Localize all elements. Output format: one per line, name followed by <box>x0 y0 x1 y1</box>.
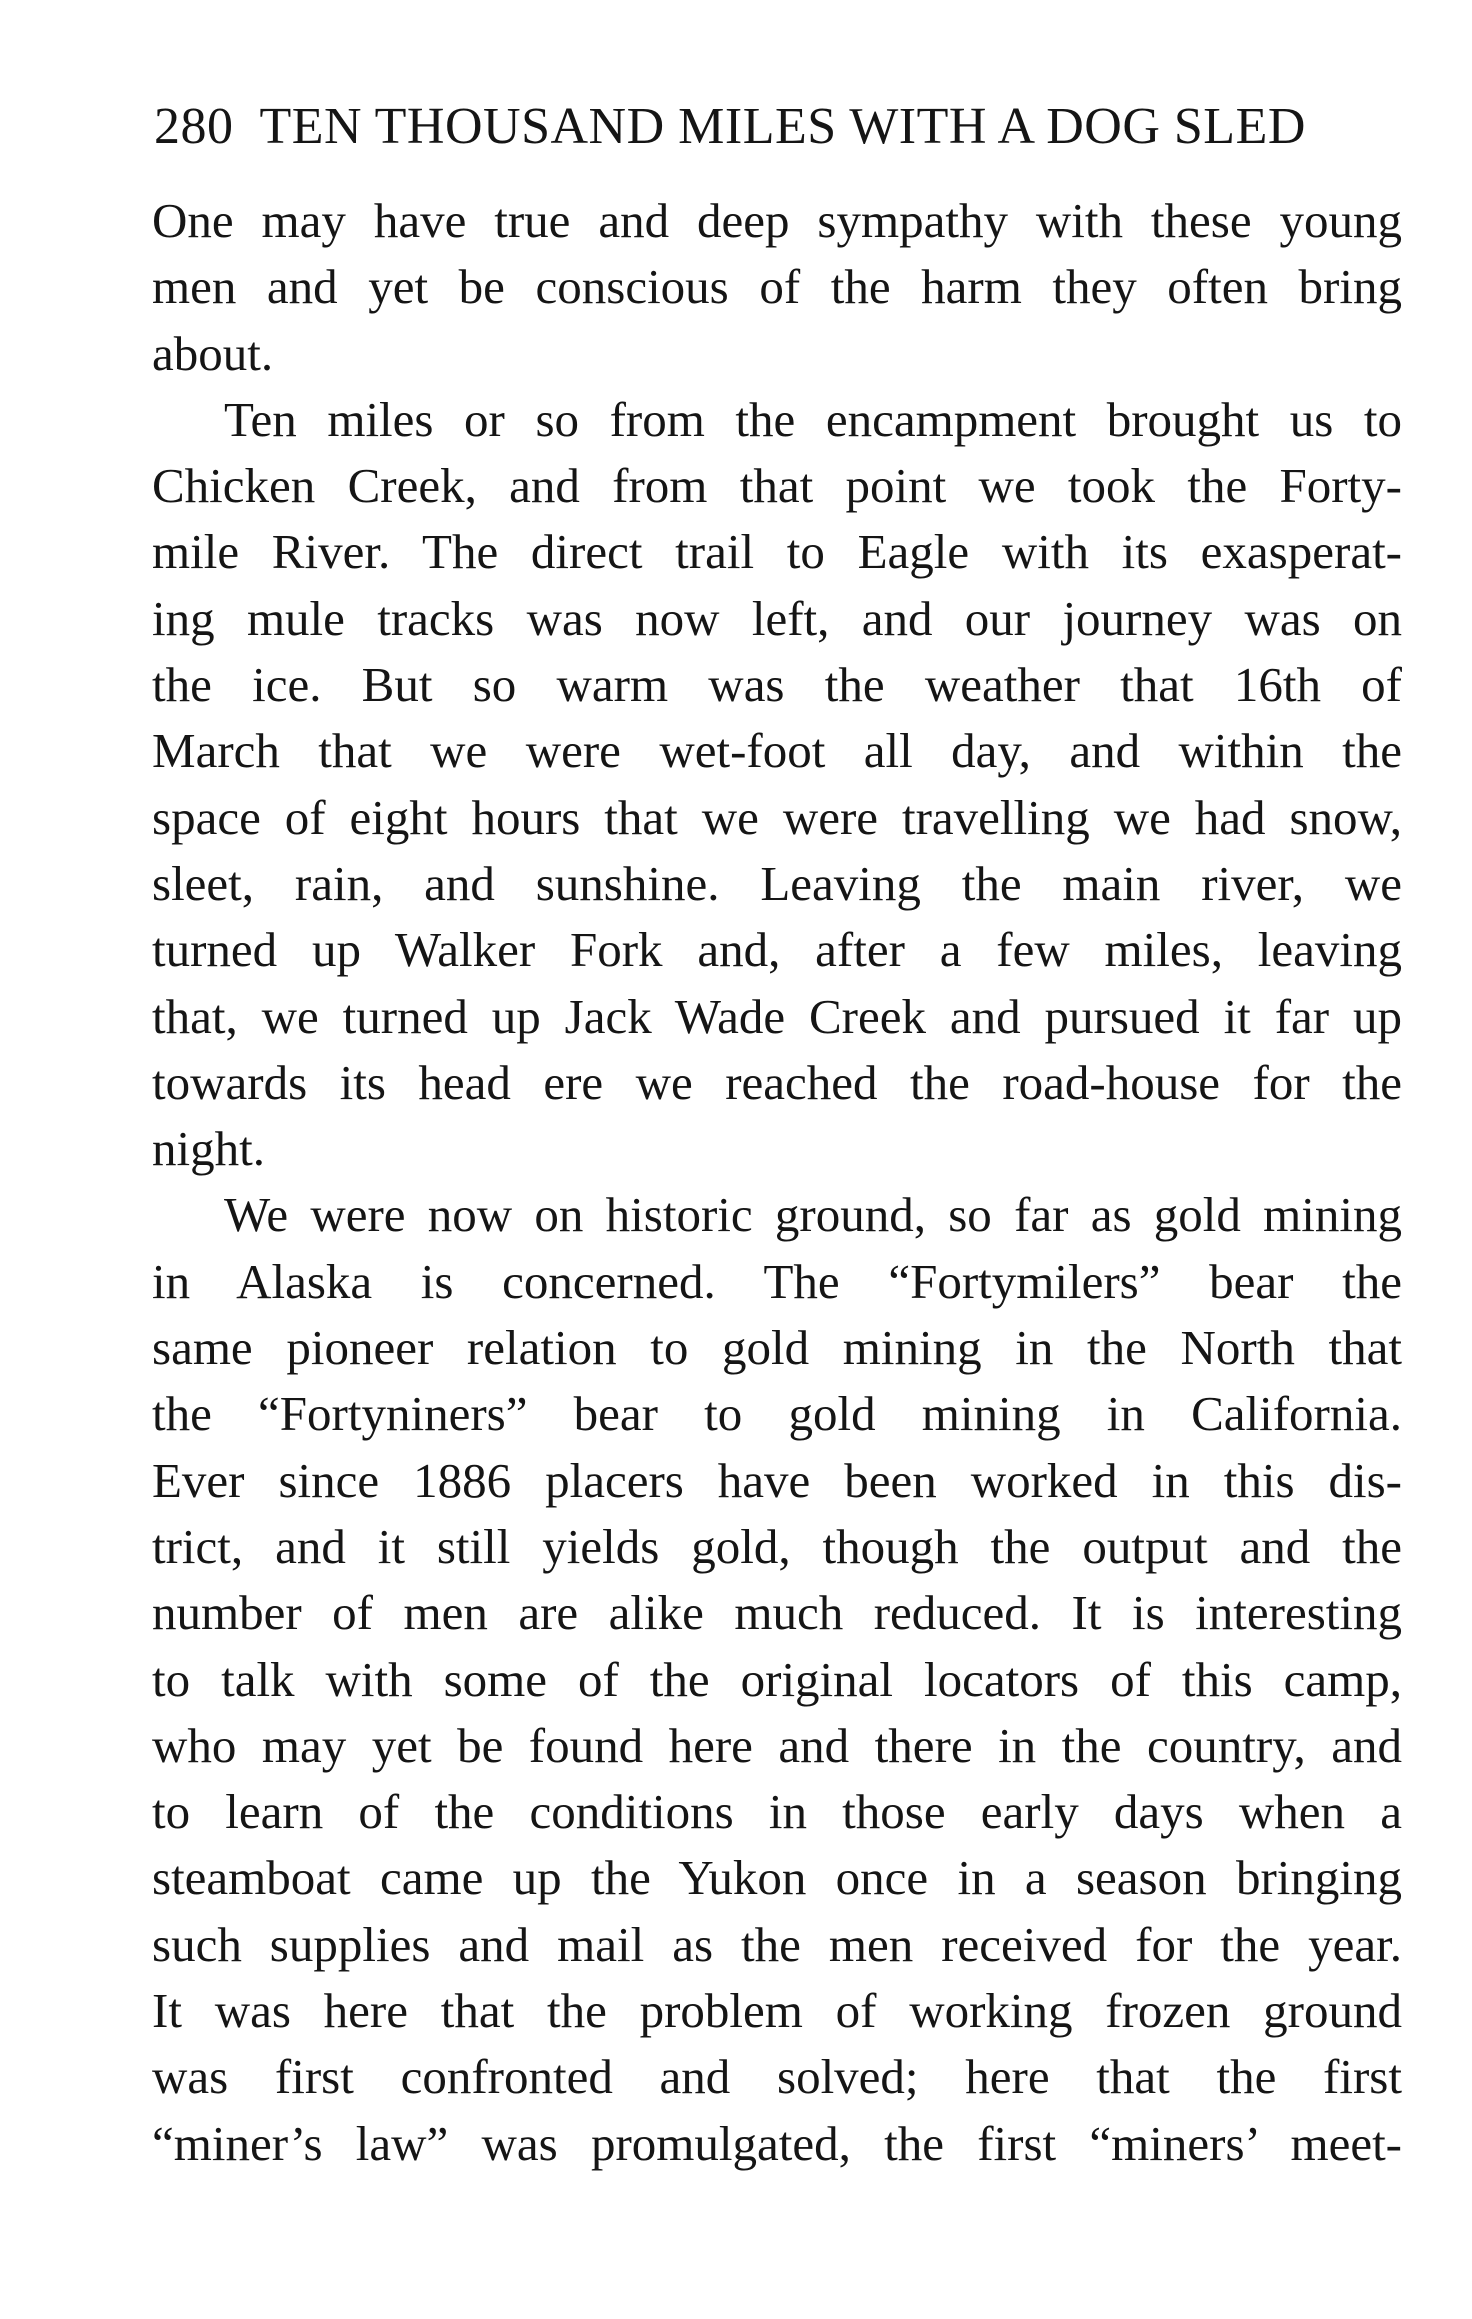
text-line: We were now on historic ground, so far as gold mining <box>224 1187 1402 1243</box>
text-line: sleet, rain, and sunshine. Leaving the main river, we <box>152 855 1402 911</box>
text-line: mile River. The direct trail to Eagle with its exasperat- <box>152 524 1402 580</box>
text-line: space of eight hours that we were travelling we had snow, <box>152 789 1402 845</box>
text-line: such supplies and mail as the men received for the year. <box>152 1916 1402 1972</box>
text-line: to talk with some of the original locators of this camp, <box>152 1651 1402 1707</box>
running-title: TEN THOUSAND MILES WITH A DOG SLED <box>259 98 1306 155</box>
text-line: One may have true and deep sympathy with these young <box>152 193 1402 248</box>
text-line: ing mule tracks was now left, and our journey was on <box>152 590 1402 646</box>
running-head <box>154 92 1359 162</box>
text-line: trict, and it still yields gold, though the output and the <box>152 1518 1402 1574</box>
text-line: “miner’s law” was promulgated, the first “miners’ meet- <box>152 2115 1402 2171</box>
text-line: to learn of the conditions in those early days when a <box>152 1784 1402 1840</box>
text-line: about. <box>152 325 274 381</box>
text-line: in Alaska is concerned. The “Fortymilers” bear the <box>152 1253 1402 1309</box>
text-line: night. <box>152 1121 265 1177</box>
text-line: It was here that the problem of working frozen ground <box>152 1983 1402 2039</box>
text-line: number of men are alike much reduced. It is interesting <box>152 1585 1402 1641</box>
text-line: towards its head ere we reached the road-house for the <box>152 1054 1402 1110</box>
text-line: the ice. But so warm was the weather that 16th of <box>152 657 1402 713</box>
text-line: was first confronted and solved; here that the first <box>152 2049 1402 2105</box>
text-line: March that we were wet-foot all day, and within the <box>152 723 1402 779</box>
text-line: same pioneer relation to gold mining in the North that <box>152 1320 1402 1376</box>
text-line: Chicken Creek, and from that point we took the Forty- <box>152 458 1402 514</box>
text-line: that, we turned up Jack Wade Creek and pursued it far up <box>152 988 1402 1044</box>
text-line: steamboat came up the Yukon once in a season bringing <box>152 1850 1402 1906</box>
text-line: who may yet be found here and there in the country, and <box>152 1717 1402 1773</box>
text-line: men and yet be conscious of the harm they often bring <box>152 259 1402 315</box>
page-number: 280 <box>154 98 234 155</box>
text-line: Ten miles or so from the encampment brought us to <box>224 391 1402 447</box>
body-text <box>152 188 1402 2177</box>
text-line: Ever since 1886 placers have been worked in this dis- <box>152 1452 1402 1508</box>
text-line: the “Fortyniners” bear to gold mining in California. <box>152 1386 1402 1442</box>
text-line: turned up Walker Fork and, after a few miles, leaving <box>152 922 1402 978</box>
